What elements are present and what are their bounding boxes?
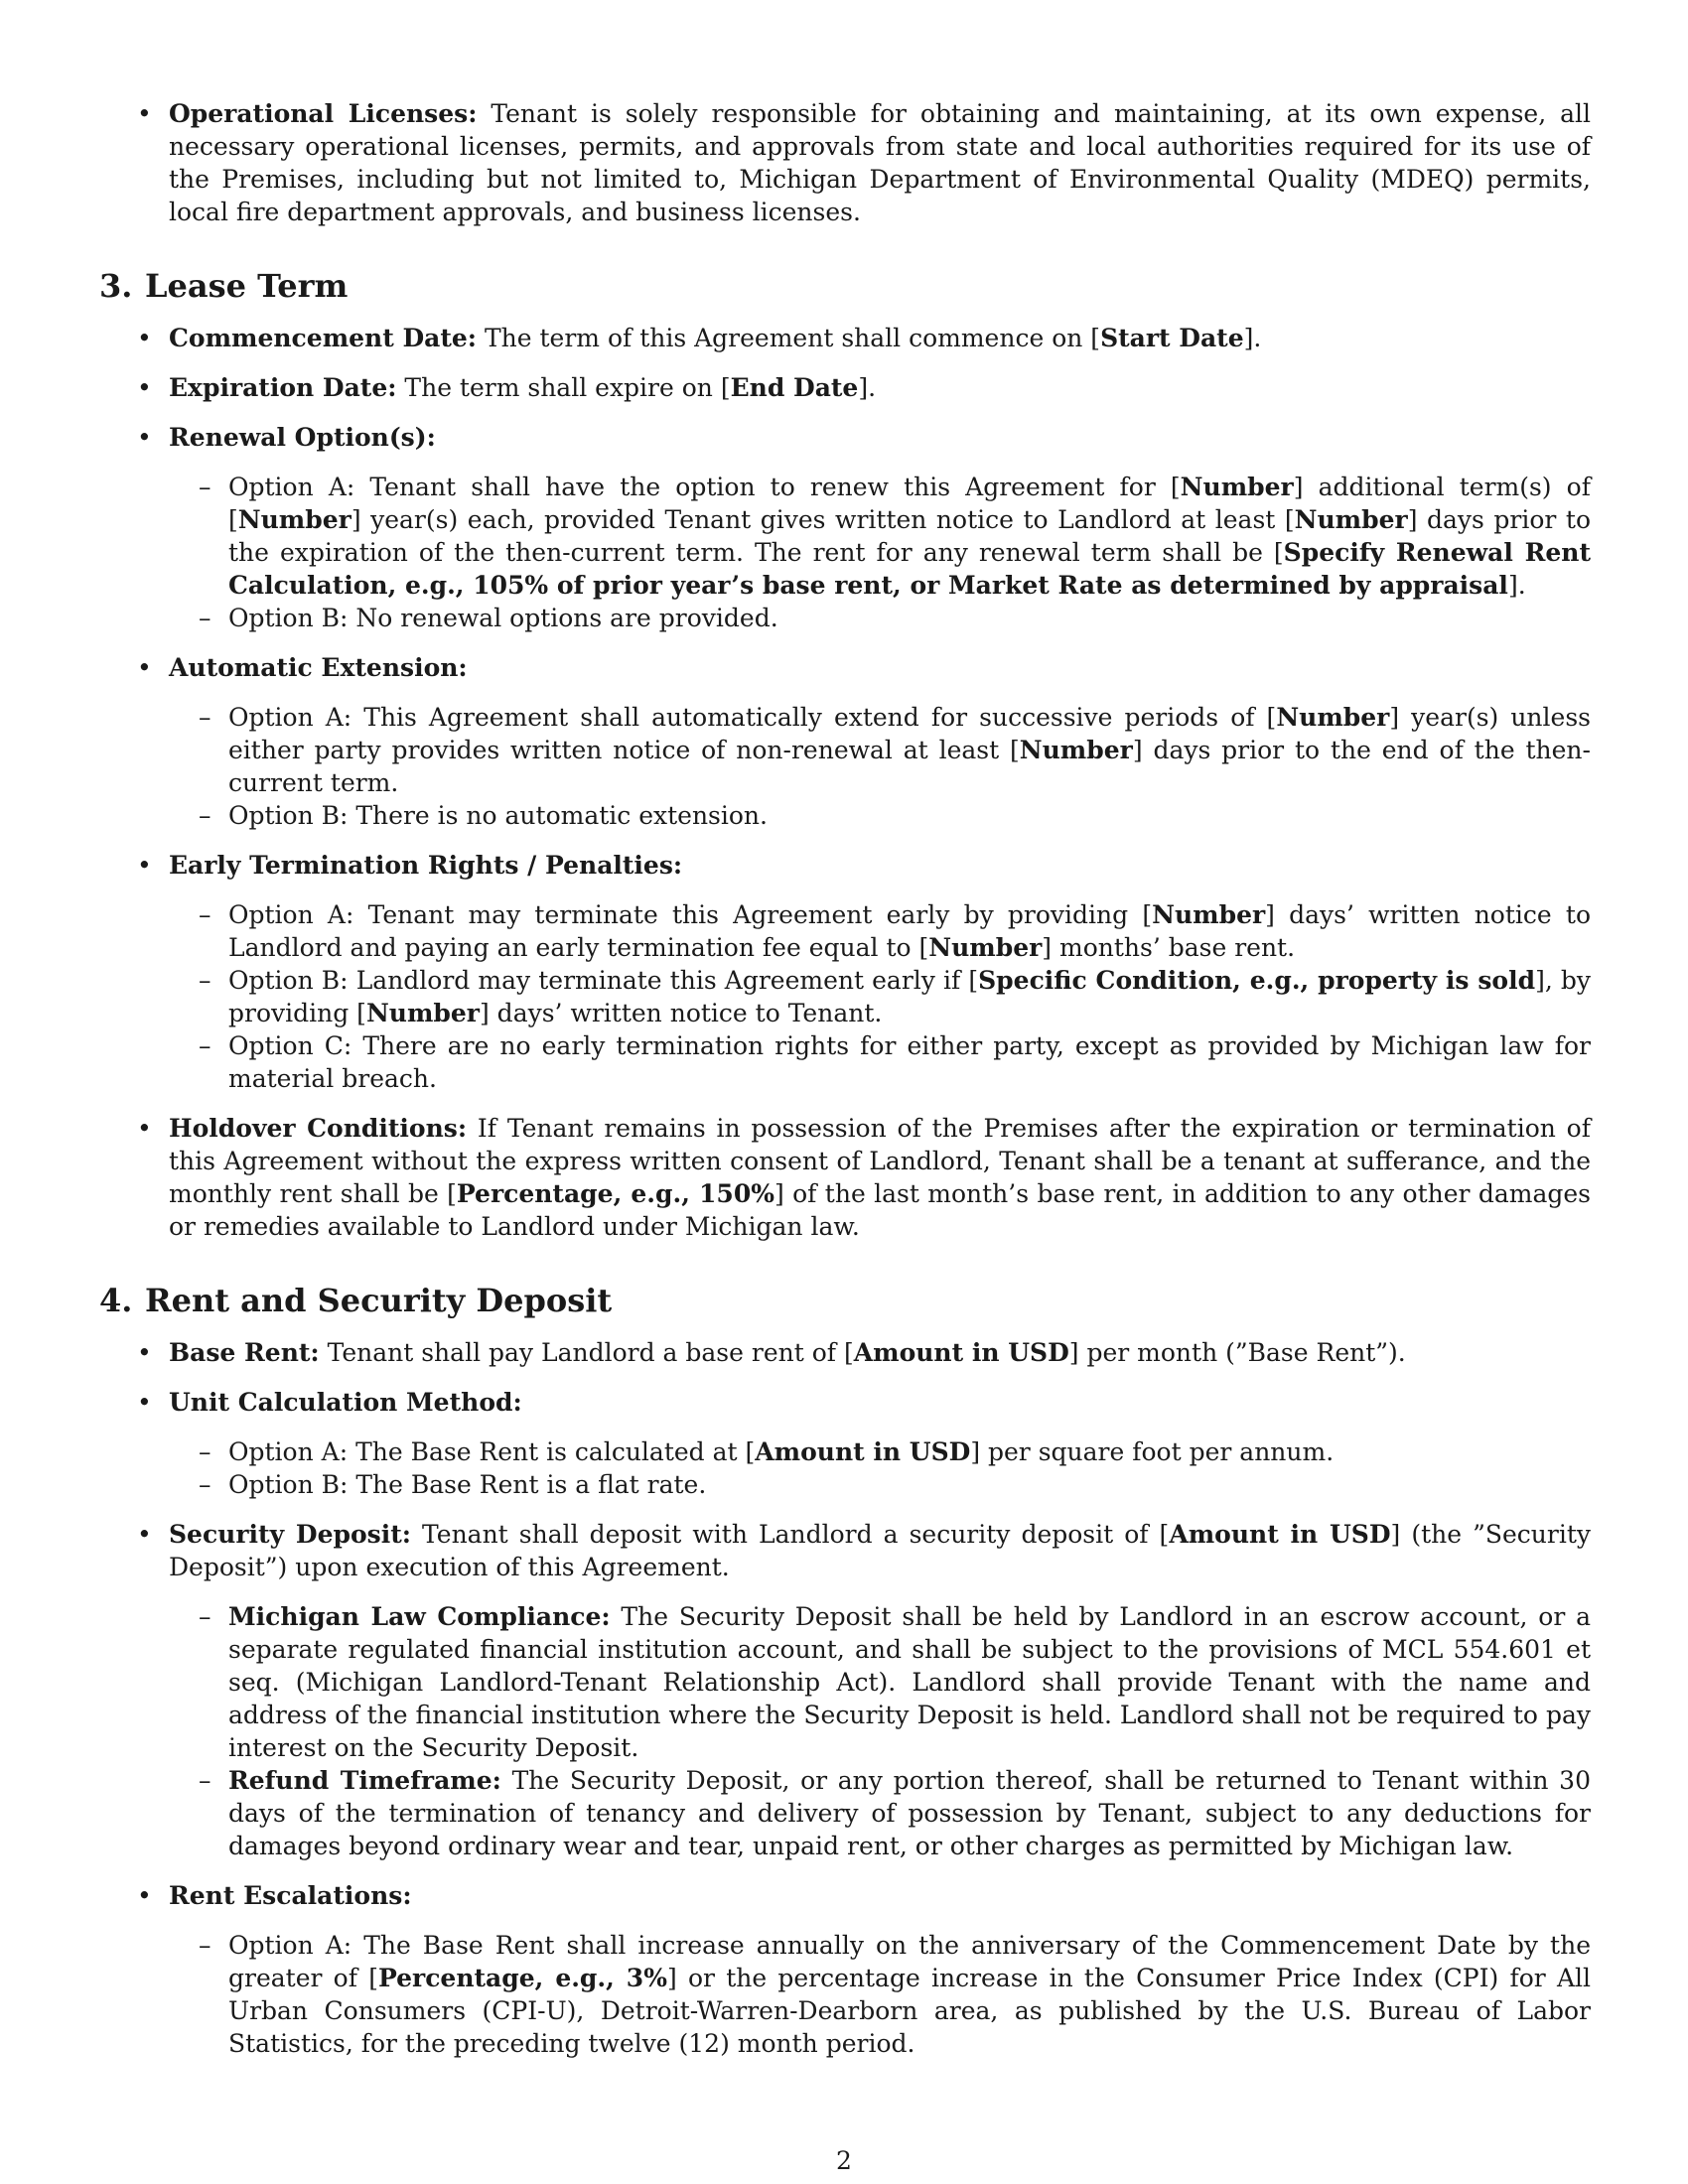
placeholder-field: End Date [730, 373, 859, 402]
item-text: ] of the last month’s base rent, in addition to any other damages or remedies available to Landlord under Michigan law. [169, 1179, 1591, 1241]
item-text: Tenant is solely responsible for obtaining and maintaining, at its own expense, all necessary operational licenses, permits, and approvals from state and local authorities required for its use of the Premises, including but not limited to, Michigan Department of Environmental Quality (MDEQ) permits, local fire department approvals, and business licenses. [169, 99, 1591, 226]
page-content [99, 97, 1591, 2077]
option-text: ] additional term(s) of [ [228, 473, 1591, 534]
option-text: Option A: The Base Rent is calculated at [ [228, 1437, 756, 1466]
item-text: ]. [858, 373, 877, 402]
security-deposit-sublist [169, 1600, 1591, 1862]
subitem-label: Michigan Law Compliance: [228, 1602, 611, 1631]
item-label: Holdover Conditions: [169, 1114, 468, 1143]
early-termination-sublist [169, 898, 1591, 1095]
item-label: Unit Calculation Method: [169, 1388, 522, 1417]
option-text: ] days prior to the expiration of the then-current term. The rent for any renewal term shall be [ [228, 505, 1591, 567]
placeholder-field: Number [1294, 505, 1408, 534]
section-title: Rent and Security Deposit [145, 1282, 613, 1319]
placeholder-field: Number [1180, 473, 1294, 501]
option-text: Option A: This Agreement shall automatically extend for successive periods of [ [228, 703, 1277, 732]
unit-option-a [169, 1435, 1591, 1468]
placeholder-field: Amount in USD [1169, 1520, 1391, 1549]
item-label: Automatic Extension: [169, 653, 468, 682]
placeholder-field: Percentage, e.g., 150% [456, 1179, 774, 1208]
placeholder-field: Amount in USD [853, 1338, 1069, 1367]
item-text: The term shall expire on [ [396, 373, 731, 402]
unit-calculation-item [99, 1386, 1591, 1501]
option-text: ] days’ written notice to Landlord and paying an early termination fee equal to [ [228, 900, 1591, 962]
item-text: ]. [1243, 324, 1262, 352]
termination-option-b [169, 964, 1591, 1029]
option-text: Option A: Tenant may terminate this Agreement early by providing [ [228, 900, 1153, 929]
option-text: ] days’ written notice to Tenant. [479, 999, 883, 1027]
placeholder-field: Percentage, e.g., 3% [377, 1964, 667, 1992]
lease-term-list [99, 322, 1591, 1243]
placeholder-field: Start Date [1100, 324, 1244, 352]
holdover-conditions-item [99, 1112, 1591, 1243]
option-text: ]. [1507, 571, 1526, 600]
automatic-extension-item [99, 651, 1591, 832]
renewal-option-a [169, 471, 1591, 602]
item-text: Tenant shall pay Landlord a base rent of [ [319, 1338, 854, 1367]
option-text: ] year(s) each, provided Tenant gives written notice to Landlord at least [ [351, 505, 1295, 534]
renewal-options-sublist [169, 471, 1591, 634]
item-label: Renewal Option(s): [169, 423, 436, 452]
michigan-law-compliance [169, 1600, 1591, 1764]
subitem-text: The Security Deposit, or any portion thereof, shall be returned to Tenant within 30 days of the termination of tenancy and delivery of possession by Tenant, subject to any deductions for damages beyond ordinary wear and tear, unpaid rent, or other charges as permitted by Michigan law. [228, 1766, 1591, 1860]
unit-option-b: – Option B: The Base Rent is a flat rate. [169, 1468, 1591, 1501]
item-text: Tenant shall deposit with Landlord a security deposit of [ [411, 1520, 1170, 1549]
placeholder-field: Specify Renewal Rent Calculation, e.g., 105% of prior year’s base rent, or Market Rate as determined by appraisal [228, 538, 1591, 600]
item-label: Early Termination Rights / Penalties: [169, 851, 683, 880]
item-label: Rent Escalations: [169, 1881, 412, 1910]
extension-option-a [169, 701, 1591, 799]
placeholder-field: Number [237, 505, 352, 534]
section-number: 3. [99, 267, 133, 305]
option-text: Option A: Tenant shall have the option to renew this Agreement for [ [228, 473, 1181, 501]
item-text: ] (the ”Security Deposit”) upon execution of this Agreement. [169, 1520, 1591, 1581]
option-text: ] or the percentage increase in the Consumer Price Index (CPI) for All Urban Consumers (CPI-U), Detroit-Warren-Dearborn area, as published by the U.S. Bureau of Labor Statistics, for the preceding twelve (12) month period. [228, 1964, 1592, 2058]
section-heading-lease-term [99, 266, 1591, 306]
option-text: Option A: The Base Rent shall increase annually on the anniversary of the Commencement Date by the greater of [ [228, 1931, 1591, 1992]
option-text: ] months’ base rent. [1042, 933, 1296, 962]
option-text: ], by providing [ [228, 966, 1592, 1027]
placeholder-field: Number [365, 999, 480, 1027]
rent-escalations-item [99, 1879, 1591, 2060]
item-label: Security Deposit: [169, 1520, 411, 1549]
placeholder-field: Number [928, 933, 1043, 962]
security-deposit-item [99, 1518, 1591, 1862]
operational-licenses-item [99, 97, 1591, 228]
option-text: ] per square foot per annum. [970, 1437, 1335, 1466]
item-label: Expiration Date: [169, 373, 397, 402]
rent-deposit-list [99, 1336, 1591, 2060]
item-text: If Tenant remains in possession of the Premises after the expiration or termination of this Agreement without the express written consent of Landlord, Tenant shall be a tenant at sufferance, and the monthly rent shall be [ [169, 1114, 1591, 1208]
placeholder-field: Number [1276, 703, 1390, 732]
base-rent-item [99, 1336, 1591, 1369]
section-heading-rent-deposit [99, 1281, 1591, 1320]
escalation-option-a [169, 1929, 1591, 2060]
renewal-option-b: – Option B: No renewal options are provided. [169, 602, 1591, 634]
section-number: 4. [99, 1282, 133, 1319]
automatic-extension-sublist [169, 701, 1591, 832]
item-text: The term of this Agreement shall commence on [ [477, 324, 1101, 352]
option-text: ] days prior to the end of the then-current term. [228, 736, 1591, 797]
subitem-label: Refund Timeframe: [228, 1766, 501, 1795]
subitem-text: The Security Deposit shall be held by Landlord in an escrow account, or a separate regulated financial institution account, and shall be subject to the provisions of MCL 554.601 et seq. (Michigan Landlord-Tenant Relationship Act). Landlord shall provide Tenant with the name and address of the financial institution where the Security Deposit is held. Landlord shall not be required to pay interest on the Security Deposit. [228, 1602, 1591, 1762]
unit-calculation-sublist [169, 1435, 1591, 1501]
placeholder-field: Number [1019, 736, 1133, 764]
option-text: ] year(s) unless either party provides written notice of non-renewal at least [ [228, 703, 1591, 764]
item-text: ] per month (”Base Rent”). [1068, 1338, 1406, 1367]
commencement-date-item [99, 322, 1591, 354]
extension-option-b: – Option B: There is no automatic extension. [169, 799, 1591, 832]
renewal-options-item [99, 421, 1591, 634]
placeholder-field: Specific Condition, e.g., property is sold [978, 966, 1536, 995]
placeholder-field: Amount in USD [755, 1437, 971, 1466]
item-label: Operational Licenses: [169, 99, 478, 128]
section-title: Lease Term [145, 267, 349, 305]
item-label: Commencement Date: [169, 324, 478, 352]
page-number: 2 [836, 2146, 852, 2175]
rent-escalations-sublist [169, 1929, 1591, 2060]
refund-timeframe [169, 1764, 1591, 1862]
item-label: Base Rent: [169, 1338, 320, 1367]
placeholder-field: Number [1152, 900, 1266, 929]
option-text: Option B: Landlord may terminate this Agreement early if [ [228, 966, 979, 995]
early-termination-item [99, 849, 1591, 1095]
termination-option-a [169, 898, 1591, 964]
expiration-date-item [99, 371, 1591, 404]
licenses-list [99, 97, 1591, 228]
termination-option-c: – Option C: There are no early termination rights for either party, except as provided by Michigan law for material breach. [169, 1029, 1591, 1095]
